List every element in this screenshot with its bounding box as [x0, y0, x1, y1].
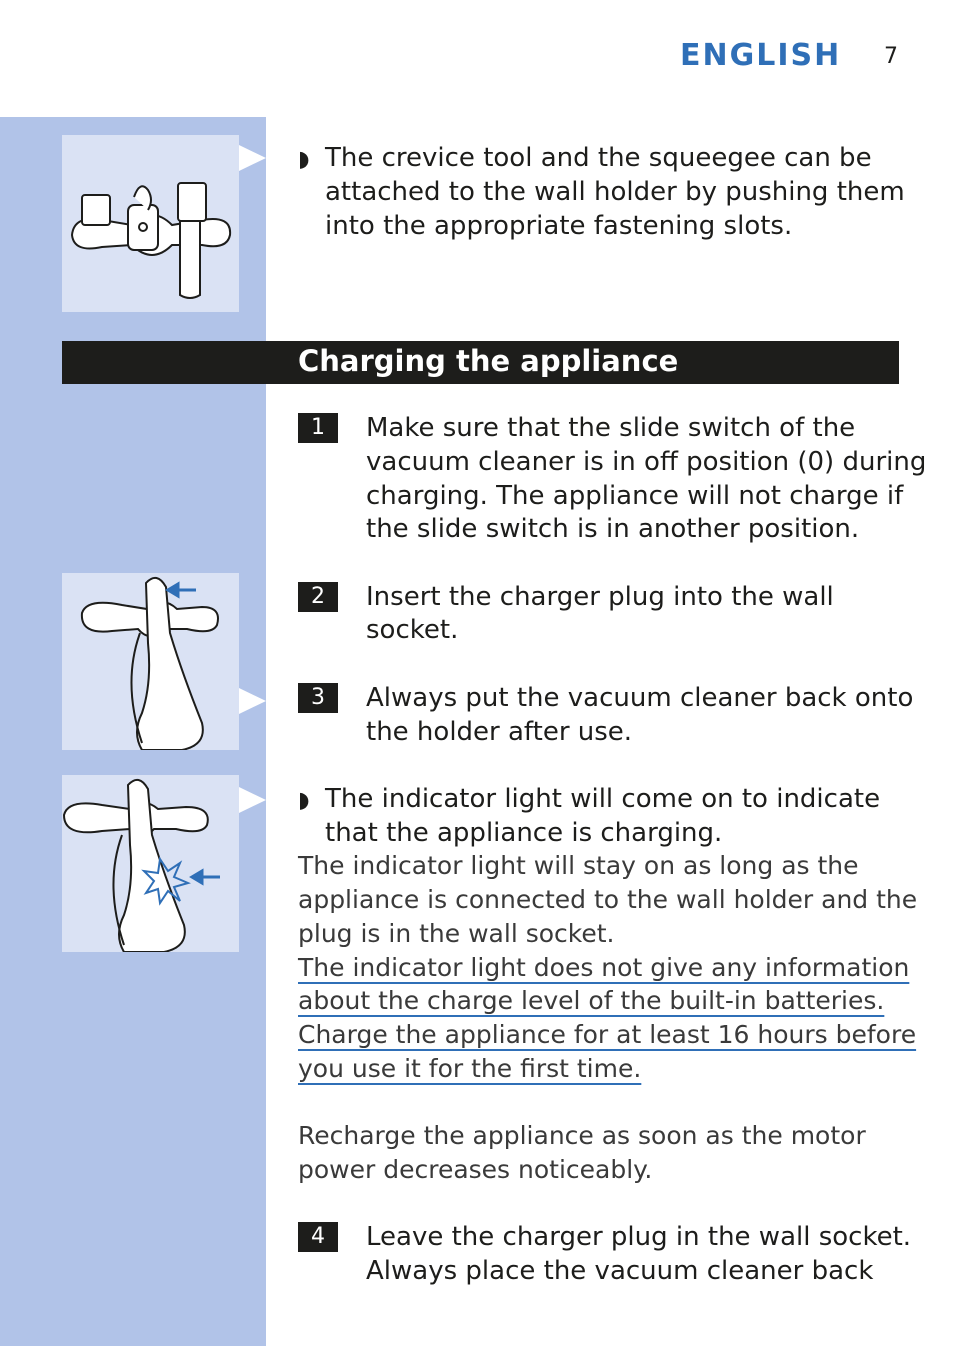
step-1-line-2: vacuum cleaner is in off position (0) during [366, 447, 927, 477]
step-2-line-2: socket. [366, 615, 459, 645]
indicator-para3-line-1: Recharge the appliance as soon as the motor [298, 1121, 866, 1150]
page-number: 7 [884, 44, 898, 69]
figure-pointer [239, 145, 266, 171]
indicator-para3-line-2: power decreases noticeably. [298, 1155, 653, 1184]
indicator-para1-line-2: appliance is connected to the wall holder and the [298, 885, 918, 914]
step-number: 3 [298, 683, 338, 713]
vacuum-holder-illustration [62, 573, 239, 750]
intro-line-1: The crevice tool and the squeegee can be [325, 143, 872, 173]
indicator-para2-line-1: The indicator light does not give any information [298, 953, 910, 982]
step-number: 1 [298, 413, 338, 443]
indicator-illustration [62, 775, 239, 952]
intro-line-3: into the appropriate fastening slots. [325, 211, 793, 241]
indicator-bullet-line-1: The indicator light will come on to indicate [325, 784, 881, 814]
step-number: 4 [298, 1222, 338, 1252]
bullet-icon: ◗ [298, 147, 310, 172]
step-4-line-2: Always place the vacuum cleaner back [366, 1256, 874, 1286]
indicator-para2-line-2: about the charge level of the built-in batteries. [298, 986, 885, 1015]
step-1-line-4: the slide switch is in another position. [366, 514, 860, 544]
indicator-para1-line-1: The indicator light will stay on as long as the [298, 851, 859, 880]
bullet-icon: ◗ [298, 788, 310, 813]
step-1-line-1: Make sure that the slide switch of the [366, 413, 856, 443]
wall-holder-illustration [62, 135, 239, 312]
wall-holder-figure [62, 135, 239, 312]
indicator-para2-line-4: you use it for the first time. [298, 1054, 642, 1083]
indicator-bullet-line-2: that the appliance is charging. [325, 818, 723, 848]
section-title: Charging the appliance [298, 344, 679, 378]
step-3-line-1: Always put the vacuum cleaner back onto [366, 683, 914, 713]
step-1-line-3: charging. The appliance will not charge if [366, 481, 904, 511]
indicator-para2-line-3: Charge the appliance for at least 16 hours before [298, 1020, 917, 1049]
step-number: 2 [298, 582, 338, 612]
intro-line-2: attached to the wall holder by pushing them [325, 177, 905, 207]
vacuum-holder-figure [62, 573, 239, 750]
figure-pointer [239, 787, 266, 813]
indicator-para1-line-3: plug is in the wall socket. [298, 919, 615, 948]
step-3-line-2: the holder after use. [366, 717, 633, 747]
figure-pointer [239, 688, 266, 714]
step-2-line-1: Insert the charger plug into the wall [366, 582, 834, 612]
indicator-figure [62, 775, 239, 952]
step-4-line-1: Leave the charger plug in the wall socket. [366, 1222, 912, 1252]
language-header: ENGLISH [680, 38, 842, 73]
